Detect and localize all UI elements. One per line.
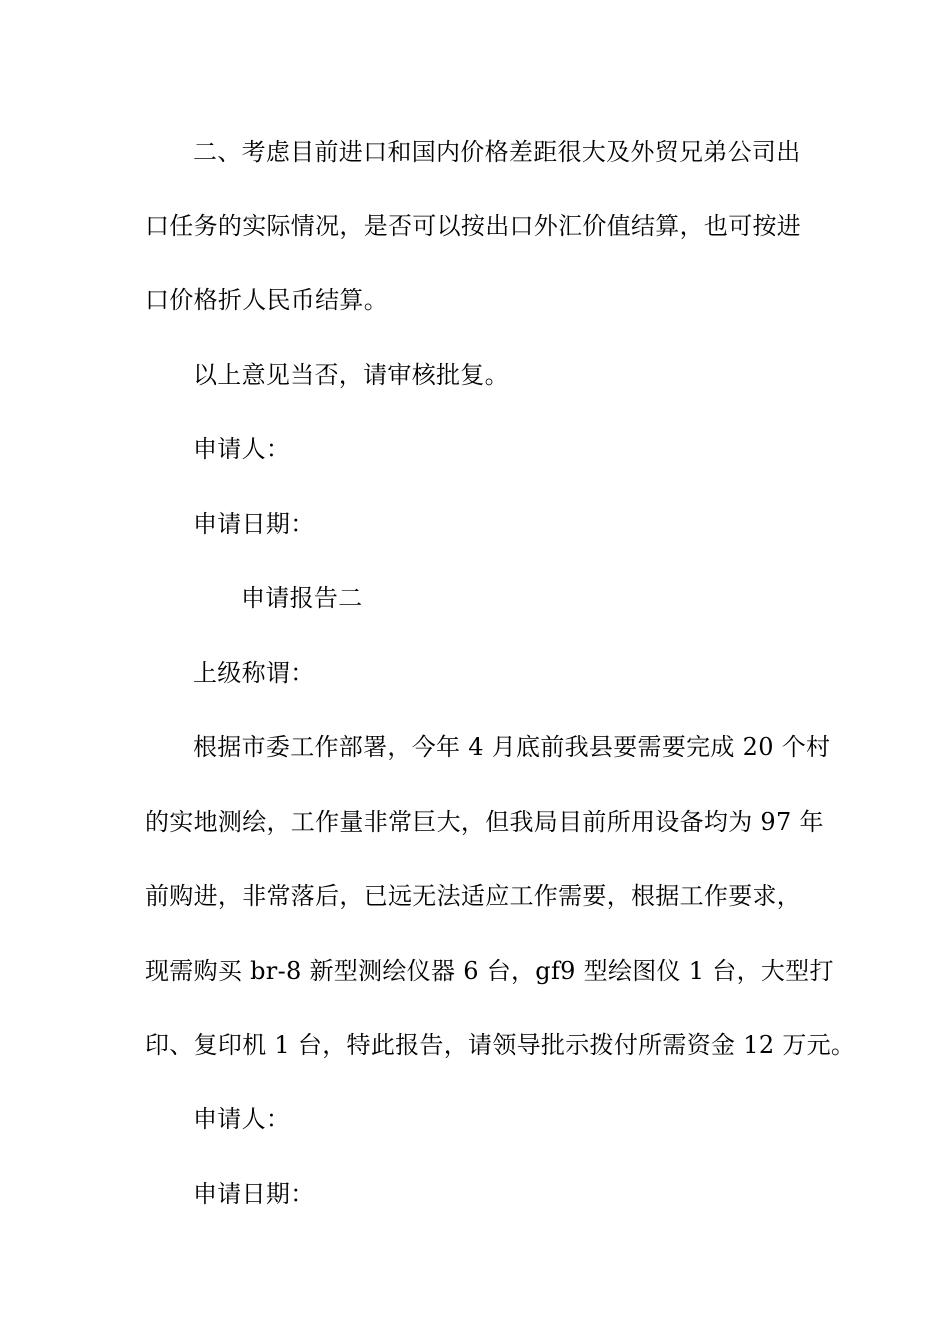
paragraph-line: 印、复印机 1 台，特此报告，请领导批示拨付所需资金 12 万元。 bbox=[145, 1031, 856, 1059]
salutation-line: 上级称谓： bbox=[193, 659, 315, 687]
paragraph-line: 以上意见当否，请审核批复。 bbox=[193, 361, 509, 389]
paragraph-line: 的实地测绘，工作量非常巨大，但我局目前所用设备均为 97 年 bbox=[145, 808, 824, 836]
paragraph-line: 根据市委工作部署，今年 4 月底前我县要需要完成 20 个村 bbox=[193, 733, 831, 761]
application-date-label: 申请日期： bbox=[193, 510, 315, 538]
paragraph-line: 现需购买 br-8 新型测绘仪器 6 台，gf9 型绘图仪 1 台，大型打 bbox=[145, 957, 834, 985]
section-heading: 申请报告二 bbox=[241, 584, 363, 612]
applicant-label: 申请人： bbox=[193, 435, 291, 463]
paragraph-line: 前购进，非常落后，已远无法适应工作需要，根据工作要求， bbox=[145, 882, 802, 910]
paragraph-line: 二、考虑目前进口和国内价格差距很大及外贸兄弟公司出 bbox=[193, 138, 801, 166]
application-date-label: 申请日期： bbox=[193, 1180, 315, 1208]
paragraph-line: 口任务的实际情况，是否可以按出口外汇价值结算，也可按进 bbox=[145, 212, 802, 240]
paragraph-line: 口价格折人民币结算。 bbox=[145, 286, 388, 314]
applicant-label: 申请人： bbox=[193, 1105, 291, 1133]
